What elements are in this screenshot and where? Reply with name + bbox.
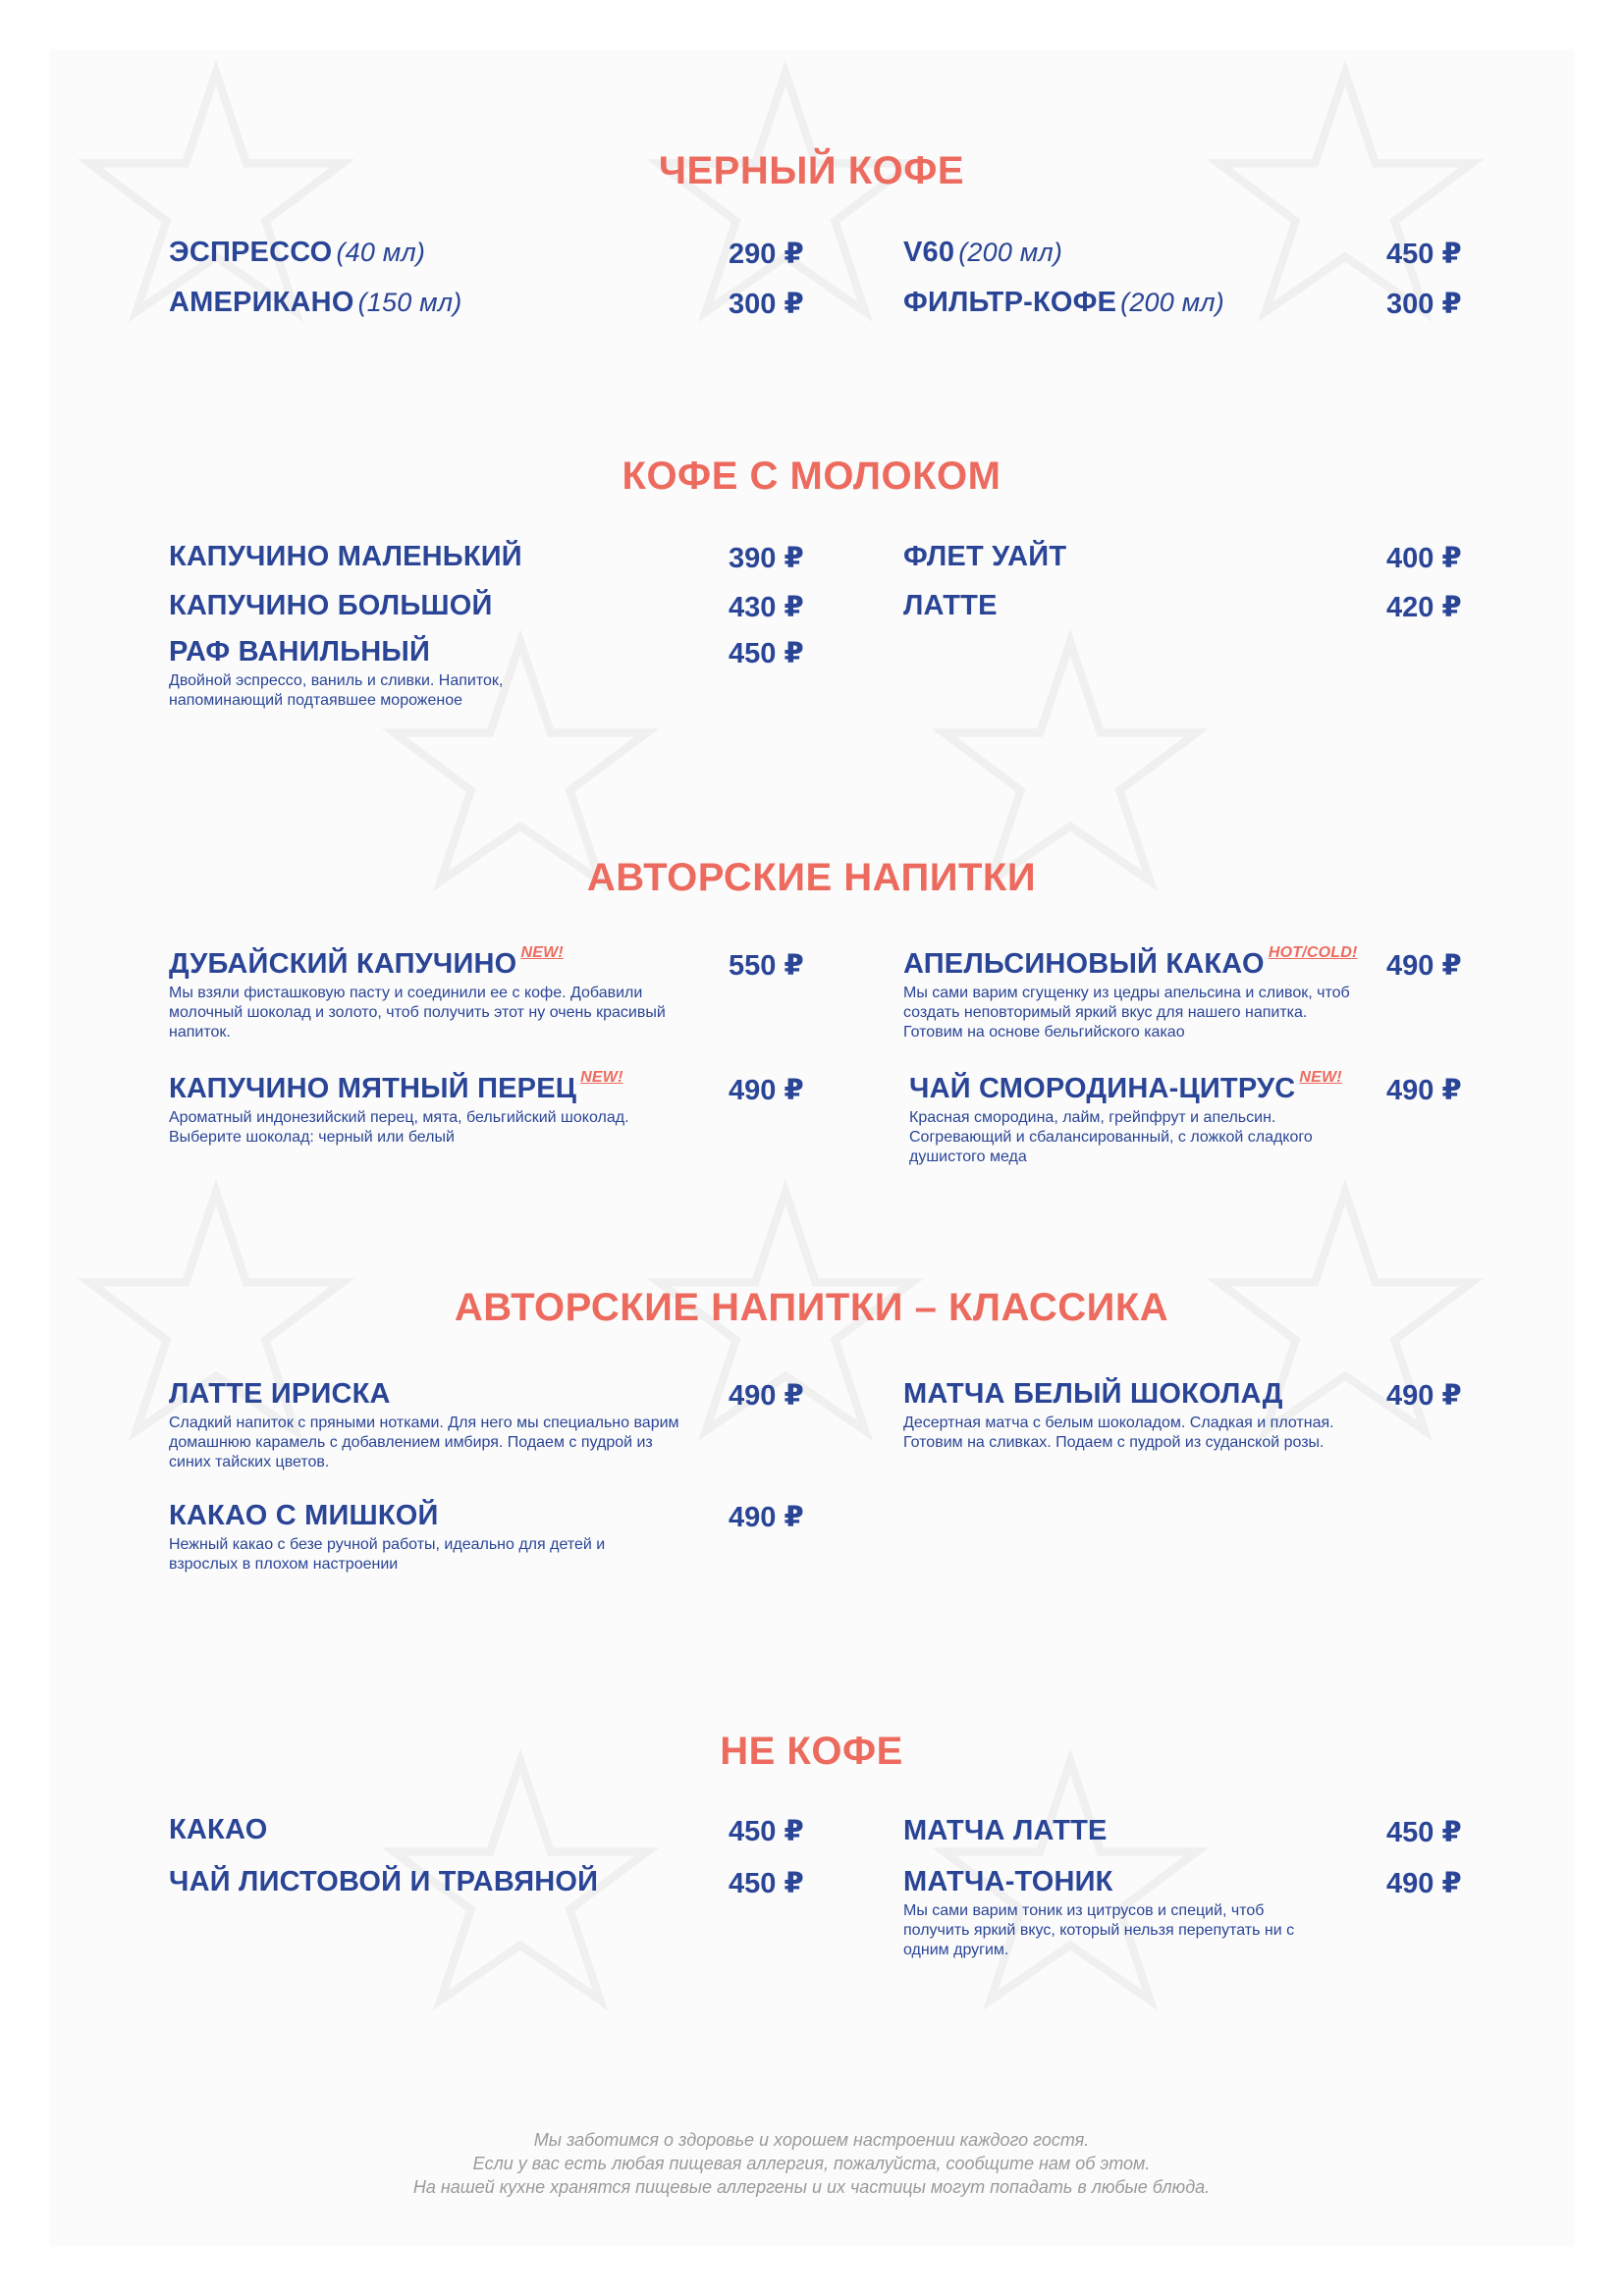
- item-price: 430 ₽: [729, 592, 804, 623]
- item-name: ЧАЙ ЛИСТОВОЙ И ТРАВЯНОЙ: [169, 1866, 599, 1897]
- new-badge: NEW!: [580, 1069, 623, 1086]
- item-price: 450 ₽: [729, 1816, 804, 1847]
- item-description: Десертная матча с белым шоколадом. Сладкая и плотная. Готовим на сливках. Подаем с пудрой из суданской розы.: [903, 1415, 1334, 1451]
- menu-item: [169, 1866, 817, 1901]
- item-name: ЧАЙ СМОРОДИНА-ЦИТРУС $^{NEW!}$: [909, 1069, 1342, 1104]
- item-name: АМЕРИКАНО (150 мл): [169, 287, 462, 318]
- footer-line: На нашей кухне хранятся пищевые аллергены и их частицы могут попадать в любые блюда.: [412, 2177, 1211, 2197]
- menu-item: [169, 237, 817, 272]
- menu-item: [169, 1500, 817, 1575]
- hot-cold-badge: HOT/COLD!: [1268, 944, 1358, 961]
- menu-item: [903, 287, 1551, 322]
- item-price: 450 ₽: [1386, 1817, 1462, 1848]
- item-description: Двойной эспрессо, ваниль и сливки. Напиток, напоминающий подтаявшее мороженое: [169, 672, 504, 709]
- item-price: 450 ₽: [729, 1868, 804, 1899]
- menu-item: [903, 541, 1551, 576]
- item-description: Мы сами варим сгущенку из цедры апельсина и сливок, чтоб создать неповторимый яркий вкус для нашего напитка. Готовим на основе бельгийского какао: [903, 985, 1350, 1041]
- item-description: Мы взяли фисташковую пасту и соединили ее с кофе. Добавили молочный шоколад и золото, чтоб получить этот ну очень красивый напиток.: [169, 985, 666, 1041]
- item-name: ЛАТТЕ ИРИСКА: [169, 1378, 391, 1410]
- item-name: КАКАО: [169, 1814, 268, 1845]
- menu-item: [169, 944, 817, 1042]
- item-name: МАТЧА БЕЛЫЙ ШОКОЛАД: [903, 1378, 1283, 1410]
- item-name: ЛАТТЕ: [903, 590, 998, 621]
- item-price: 450 ₽: [1386, 239, 1462, 270]
- menu-item: [903, 590, 1551, 625]
- menu-item: [903, 237, 1551, 272]
- item-price: 490 ₽: [729, 1075, 804, 1106]
- item-description: Красная смородина, лайм, грейпфрут и апельсин. Согревающий и сбалансированный, с ложкой сладкого душистого меда: [909, 1109, 1313, 1165]
- allergy-notice: [0, 2128, 1623, 2199]
- item-name: КАПУЧИНО МЯТНЫЙ ПЕРЕЦ $^{NEW!}$: [169, 1069, 623, 1104]
- menu-item: [169, 636, 817, 711]
- item-price: 400 ₽: [1386, 543, 1462, 574]
- item-name: КАПУЧИНО МАЛЕНЬКИЙ: [169, 541, 522, 572]
- item-name: V60 (200 мл): [903, 237, 1063, 268]
- item-description: Ароматный индонезийский перец, мята, бельгийский шоколад. Выберите шоколад: черный или белый: [169, 1109, 629, 1146]
- item-description: Мы сами варим тоник из цитрусов и специй, чтоб получить яркий вкус, который нельзя перепутать ни с одним другим.: [903, 1902, 1295, 1958]
- item-price: 550 ₽: [729, 950, 804, 982]
- item-name: ДУБАЙСКИЙ КАПУЧИНО $^{NEW!}$: [169, 944, 564, 980]
- item-price: 490 ₽: [1386, 950, 1462, 982]
- item-description: Сладкий напиток с пряными нотками. Для него мы специально варим домашнюю карамель с добавлением имбиря. Подаем с пудрой из синих тайских цветов.: [169, 1415, 679, 1470]
- item-description: Нежный какао с безе ручной работы, идеально для детей и взрослых в плохом настроении: [169, 1536, 606, 1573]
- item-price: 420 ₽: [1386, 592, 1462, 623]
- menu-item: [169, 1378, 817, 1472]
- item-price: 490 ₽: [1386, 1075, 1462, 1106]
- item-price: 490 ₽: [729, 1380, 804, 1412]
- item-price: 490 ₽: [1386, 1380, 1462, 1412]
- menu-item: [903, 1378, 1551, 1453]
- new-badge: NEW!: [1299, 1069, 1342, 1086]
- item-price: 300 ₽: [729, 289, 804, 320]
- menu-item: [909, 1069, 1557, 1167]
- item-price: 290 ₽: [729, 239, 804, 270]
- item-name: АПЕЛЬСИНОВЫЙ КАКАО $^{HOT/COLD!}$: [903, 944, 1358, 980]
- menu-item: [169, 1814, 817, 1849]
- menu-item: [903, 1815, 1551, 1850]
- item-price: 490 ₽: [1386, 1868, 1462, 1899]
- section-title-milk-coffee: КОФЕ С МОЛОКОМ: [622, 454, 1001, 498]
- item-name: КАПУЧИНО БОЛЬШОЙ: [169, 590, 493, 621]
- menu-item: [169, 1069, 817, 1148]
- section-title-classic: АВТОРСКИЕ НАПИТКИ – КЛАССИКА: [454, 1286, 1169, 1329]
- section-title-signature: АВТОРСКИЕ НАПИТКИ: [586, 856, 1037, 899]
- section-title-no-coffee: НЕ КОФЕ: [720, 1730, 903, 1773]
- item-price: 300 ₽: [1386, 289, 1462, 320]
- menu-item: [169, 287, 817, 322]
- item-price: 490 ₽: [729, 1502, 804, 1533]
- menu-item: [903, 944, 1551, 1042]
- item-name: ФЛЕТ УАЙТ: [903, 541, 1067, 572]
- section-title-black-coffee: ЧЕРНЫЙ КОФЕ: [658, 149, 965, 192]
- footer-line: Мы заботимся о здоровье и хорошем настроении каждого гостя.: [533, 2130, 1090, 2150]
- item-price: 390 ₽: [729, 543, 804, 574]
- footer-line: Если у вас есть любая пищевая аллергия, пожалуйста, сообщите нам об этом.: [472, 2154, 1151, 2173]
- item-name: РАФ ВАНИЛЬНЫЙ: [169, 636, 431, 667]
- item-price: 450 ₽: [729, 638, 804, 669]
- menu-item: [169, 590, 817, 625]
- menu-item: [903, 1866, 1551, 1960]
- item-name: МАТЧА-ТОНИК: [903, 1866, 1113, 1897]
- item-name: ФИЛЬТР-КОФЕ (200 мл): [903, 287, 1224, 318]
- menu-item: [169, 541, 817, 576]
- item-name: МАТЧА ЛАТТЕ: [903, 1815, 1108, 1846]
- new-badge: NEW!: [520, 944, 564, 961]
- item-name: КАКАО С МИШКОЙ: [169, 1500, 439, 1531]
- item-name: ЭСПРЕССО (40 мл): [169, 237, 426, 268]
